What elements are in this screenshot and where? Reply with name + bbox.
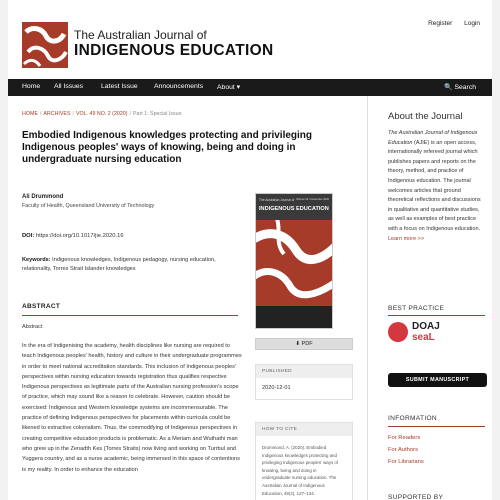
site-header [8,0,492,78]
about-journal-name: The Australian Journal of Indigenous Education [388,130,478,146]
nav-home[interactable]: Home [22,83,41,90]
main-nav [8,79,492,96]
about-journal-text [388,129,485,244]
keywords [22,256,242,274]
journal-logo[interactable] [22,22,68,68]
published-label: PUBLISHED [256,365,352,378]
for-librarians-link[interactable]: For Librarians [388,459,424,465]
cover-bottom [256,306,332,328]
abstract-text: In the era of Indigenising the academy, health disciplines like nursing are required to teach Indigenous peoples' health, history and culture in their undergraduate programmes in order to meet national accreditation standards. This inclusion of Indigenous peoples' perspectives within nursing education towards registration thus qualifies respective Indigenous perspectives as legitimate parts of the Australian nursing profession's scope of practice, which may sound like a reason to celebrate. However, caution should be exercised: Indigenous and Western knowledge systems are incommensurable. The practice of defining Indigenous perspectives for placements within curricula could be likened to extractive colonialism. Thus, the commodifying of Indigenous perspectives in creating competitive education products is problematic. As a Meriam and Wuthathi man who grew up in the Zenadth Kes (Torres Straits) now living and working on Turrbul and Yuggera country, and as a nurse academic, being immersed in this space of contentions is my reality. In order to enhance the education [22,343,242,473]
how-to-cite-label: HOW TO CITE [256,423,352,436]
logo-art-icon [22,22,68,68]
nav-latest-issue[interactable]: Latest Issue [101,83,138,90]
abstract-divider [22,315,238,316]
learn-more-link[interactable]: Learn more >> [388,235,425,242]
cover-meta: Volume 49 • December 2020 [295,198,329,201]
cover-art [256,220,332,306]
nav-all-issues[interactable]: All Issues [54,83,84,90]
abstract-label: Abstract [22,324,43,330]
register-link[interactable]: Register [428,20,453,27]
cover-journal-line2: INDIGENOUS EDUCATION [259,206,329,212]
page [8,0,492,500]
doi [22,233,124,239]
user-links [418,20,480,27]
doi-label: DOI: [22,233,35,239]
nav-announcements[interactable]: Announcements [154,83,204,90]
journal-name-line2[interactable]: INDIGENOUS EDUCATION [74,42,274,59]
breadcrumb-current: Part 1: Special Issue [132,111,182,117]
cover-top [256,194,332,220]
best-practice-heading: BEST PRACTICE [388,305,445,312]
abstract-heading: ABSTRACT [22,303,61,310]
cover-journal-line1: The Australian Journal of [259,198,295,202]
login-link[interactable]: Login [464,20,480,27]
for-readers-link[interactable]: For Readers [388,435,421,441]
breadcrumb-home[interactable]: HOME [22,111,38,117]
for-authors-link[interactable]: For Authors [388,447,418,453]
published-block [255,364,353,400]
doaj-seal[interactable] [388,321,458,343]
keywords-label: Keywords: [22,257,51,263]
information-divider [388,426,485,427]
about-journal-title: About the Journal [388,111,463,122]
breadcrumb: HOME / ARCHIVES / VOL. 49 NO. 2 (2020) / Part 1: Special Issue [22,111,182,117]
nav-about[interactable]: About ▾ [217,84,241,91]
information-heading: INFORMATION [388,415,437,422]
doaj-text: DOAJ [412,321,440,332]
sidebar [367,96,492,500]
breadcrumb-archives[interactable]: ARCHIVES [43,111,71,117]
doi-link[interactable]: https://doi.org/10.1017/jie.2020.16 [35,233,124,239]
article-title: Embodied Indigenous knowledges protecting and privileging Indigenous peoples' ways of knowing, being and doing in undergraduate nursing education [22,130,313,165]
article-main [8,96,367,500]
cover-artwork-icon [256,220,332,306]
published-date: 2020-12-01 [262,385,291,391]
about-journal-body: (AJIE) is an open access, internationally refereed journal which publishes papers and reports on the theory, method, and practice of Indigenous education. The journal welcomes articles that ground theoretical reflections and discussions in qualitative and quantitative studies, as well as examples of best practice with a focus on Indigenous education. [388,139,481,232]
nav-search[interactable]: 🔍 Search [444,84,476,91]
author-name: Ali Drummond [22,194,64,200]
journal-name-line1[interactable]: The Australian Journal of [74,28,207,42]
supported-by-heading: SUPPORTED BY [388,494,444,500]
keywords-text: Indigenous knowledges, Indigenous pedagogy, nursing education, relationality, Torres Strait Islander knowledges [22,257,216,272]
best-practice-divider [388,315,485,316]
doaj-seal-icon [388,322,408,342]
submit-manuscript-button[interactable]: SUBMIT MANUSCRIPT [388,373,487,387]
how-to-cite-block [255,422,353,500]
doaj-seal-text: seaL [412,332,435,343]
author-affiliation: Faculty of Health, Queensland University of Technology [22,203,155,209]
breadcrumb-issue[interactable]: VOL. 49 NO. 2 (2020) [75,111,128,117]
issue-cover[interactable] [255,193,333,329]
citation-text: Drummond, A. (2020). Embodied Indigenous knowledges protecting and privileging Indigenous peoples' ways of knowing, being and doing in undergraduate nursing education. The Australian Journal of Indigenous Education, 49(2), 127–134. [262,445,339,496]
pdf-download-button[interactable]: ⬇ PDF [255,338,353,350]
